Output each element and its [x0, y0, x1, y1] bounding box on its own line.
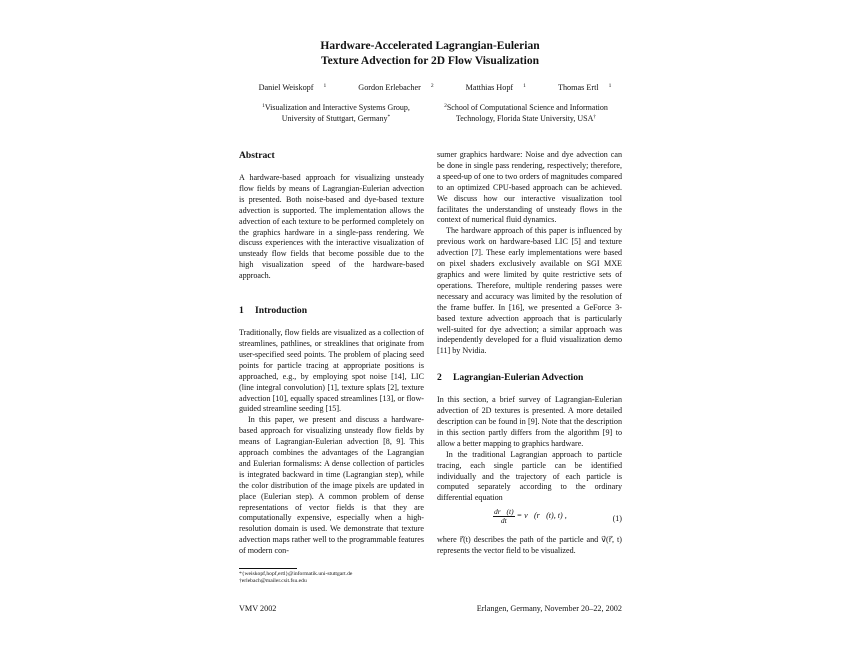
section-2-paragraph: where r⃗(t) describes the path of the particle and v⃗(r⃗, t) represents the vector field to be visualized. [437, 535, 622, 556]
affiliation-1: $^1$Visualization and Interactive Systems Group, University of Stuttgart, Germany* [262, 103, 410, 123]
equation-1 [437, 508, 622, 530]
footnote-star: *{weiskopf,hopf,ertl}@informatik.uni-stuttgart.de [239, 571, 353, 577]
abstract-text: A hardware-based approach for visualizing unsteady flow fields by means of Lagrangian-Eulerian advection is presented. Both noise-based and dye-based texture advection is supported. The implementation allows the advection of each texture to be performed completely on the graphics hardware in a single-pass rendering. We discuss experiences with the interactive visualization of unsteady flow fields that become possible due to the high visualization speed of the hardware-based approach. [239, 173, 424, 281]
paper-title [0, 39, 860, 69]
footnote-rule [239, 568, 297, 569]
author: Daniel Weiskopf $^1$ [258, 83, 327, 92]
footnotes [239, 571, 429, 586]
left-column [239, 149, 424, 557]
section-1-paragraph-continued: sumer graphics hardware: Noise and dye advection can be done in single pass rendering, respectively; therefore, a speed-up of one to two orders of magnitudes compared to an optimized CPU-based approach can be achieved. We discuss how our interactive visualization tool facilitates the understanding of unsteady flows in the context of numerical fluid dynamics. [437, 150, 622, 225]
footer-location-date: Erlangen, Germany, November 20–22, 2002 [476, 604, 622, 613]
equation-fraction: $\frac{dr⃗(t)}{dt}$ [494, 507, 514, 526]
author-list [0, 83, 860, 93]
title-line-2: Texture Advection for 2D Flow Visualization [321, 55, 539, 67]
abstract-heading: Abstract [239, 150, 275, 161]
equation-rhs: = v⃗(r⃗(t), t) , [516, 511, 567, 521]
section-1-paragraph: Traditionally, flow fields are visualized as a collection of streamlines, pathlines, or streaklines that originate from user-specified seed points. The problem of placing seed points for particle tracing at appropriate positions is approached, e.g., by employing spot noise [14], LIC (line integral convolution) [1], texture splats [2], texture advection [10], equally spaced streamlines [13], or flow-guided streamline seeding [15]. [239, 328, 424, 414]
author: Gordon Erlebacher $^2$ [358, 83, 434, 92]
affiliation-2: $^2$School of Computational Science and Information Technology, Florida State University, USA† [444, 103, 608, 123]
title-line-1: Hardware-Accelerated Lagrangian-Eulerian [320, 40, 540, 52]
author: Thomas Ertl $^1$ [557, 83, 612, 92]
equation-number: (1) [612, 514, 622, 524]
footnote-dagger: †erlebach@mailer.csit.fsu.edu [239, 578, 307, 585]
section-2-paragraph: In the traditional Lagrangian approach to particle tracing, each single particle can be identified individually and the trajectory of each particle is computed separately according to the ordinary differential equation [437, 449, 622, 503]
section-1-heading: 1 Introduction [239, 305, 308, 317]
footer-venue: VMV 2002 [239, 604, 277, 613]
author: Matthias Hopf $^1$ [465, 83, 526, 92]
section-1-paragraph: The hardware approach of this paper is influenced by previous work on hardware-based LIC [5] and texture advection [7]. These early implementations were based on pixel shaders exclusively available on SGI MXE graphics and were limited by quite restrictive sets of operations. Therefore, multiple rendering passes were necessary and accuracy was limited by the resolution of the frame buffer. In [16], we presented a GeForce 3-based texture advection approach that is particularly well-suited for dye advection; a similar approach was independently developed for a fluid visualization demo [11] by Nvidia. [437, 226, 622, 356]
section-1-paragraph: In this paper, we present and discuss a hardware-based approach for visualizing unsteady flow fields by means of Lagrangian-Eulerian advection [8, 9]. This approach combines the advantages of the Lagrangian and Eulerian formalisms: A dense collection of particles is integrated backward in time (Lagrangian step), while the color distribution of the image pixels are updated in place (Eulerian step). A common problem of dense representations of vector fields is that they are computationally expensive, especially when a high-resolution domain is used. We demonstrate that texture advection maps rather well to the programmable features of modern con- [239, 415, 424, 556]
section-2-heading: 2 Lagrangian-Eulerian Advection [437, 372, 584, 384]
section-2-paragraph: In this section, a brief survey of Lagrangian-Eulerian advection of 2D textures is presented. A more detailed description can be found in [9]. Note that the description in this section partly differs from the algorithm [9] to allow a better mapping to graphics hardware. [437, 395, 622, 448]
right-column [437, 150, 622, 557]
